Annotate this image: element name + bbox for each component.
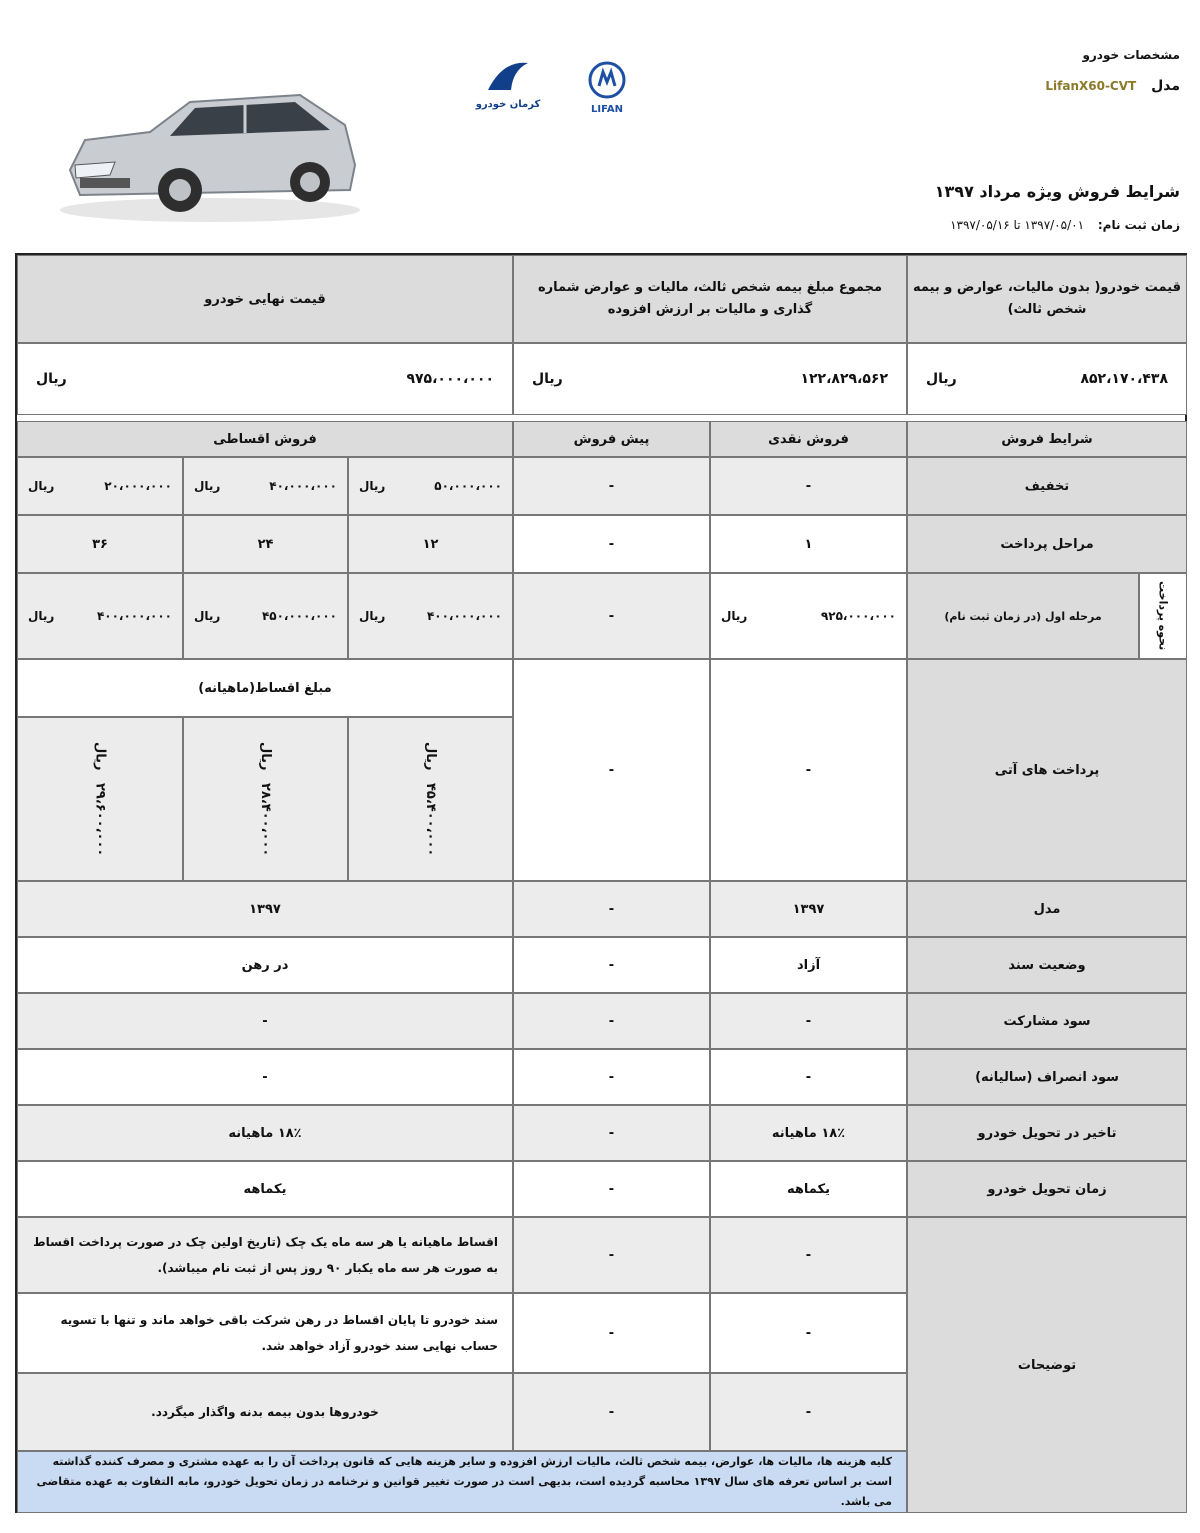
row-label-stages: مراحل پرداخت xyxy=(907,515,1187,573)
row-label-model: مدل xyxy=(907,881,1187,937)
sale-title: شرایط فروش ویژه مرداد ۱۳۹۷ xyxy=(934,182,1180,201)
partnership-cash: - xyxy=(710,993,907,1049)
installment-monthly-amount: ۲۸،۴۰۰،۰۰۰ xyxy=(258,782,273,856)
currency-label: ریال xyxy=(36,371,67,387)
installment-monthly-amount: ۴۵،۴۰۰،۰۰۰ xyxy=(423,782,438,856)
discount-installment-24 xyxy=(183,457,348,515)
footer-legal-note: کلیه هزینه ها، مالیات ها، عوارض، بیمه شخص ثالث، مالیات ارزش افزوده و سایر هزینه هایی که قانون پرداخت آن را به عهده مشتری و مصرف کننده گذاشته است بر اساس تعرفه های سال ۱۳۹۷ محاسبه گردیده است، بدیهی است در صورت تغییر قوانین و نرخنامه در زمان تحویل خودرو، مابه التفاوت به عهده متقاضی می باشد. xyxy=(17,1451,907,1513)
discount-installment-36 xyxy=(17,457,183,515)
price-header-final: قیمت نهایی خودرو xyxy=(17,255,513,343)
first-payment-installment-12 xyxy=(348,573,513,659)
stages-installment-36: ۳۶ xyxy=(17,515,183,573)
delay-presale: - xyxy=(513,1105,710,1161)
delivery-installment: یکماهه xyxy=(17,1161,513,1217)
installment-monthly-amount: ۲۹،۶۰۰،۰۰۰ xyxy=(92,782,108,856)
cancellation-cash: - xyxy=(710,1049,907,1105)
row-label-discount: تخفیف xyxy=(907,457,1187,515)
stages-installment-24: ۲۴ xyxy=(183,515,348,573)
lifan-emblem-icon xyxy=(587,60,627,100)
stages-presale: - xyxy=(513,515,710,573)
currency-label: ریال xyxy=(926,371,957,387)
model-row xyxy=(1045,78,1180,94)
first-payment-installment-36 xyxy=(17,573,183,659)
stages-installment-12: ۱۲ xyxy=(348,515,513,573)
currency-label: ریال xyxy=(359,479,386,493)
currency-label: ریال xyxy=(194,609,221,623)
future-cash: - xyxy=(710,659,907,881)
notes-presale-2: - xyxy=(513,1293,710,1373)
model-installment: ۱۳۹۷ xyxy=(17,881,513,937)
discount-presale: - xyxy=(513,457,710,515)
terms-header-presale: پیش فروش xyxy=(513,421,710,457)
price-value-base xyxy=(907,343,1187,415)
currency-label: ریال xyxy=(194,479,221,493)
terms-header-cash: فروش نقدی xyxy=(710,421,907,457)
stages-cash: ۱ xyxy=(710,515,907,573)
payment-method-group: نحوه پرداخت xyxy=(1139,573,1187,659)
notes-presale-1: - xyxy=(513,1217,710,1293)
sales-terms-table xyxy=(15,253,1187,1513)
lifan-logo xyxy=(572,60,642,120)
model-presale: - xyxy=(513,881,710,937)
discount-cash: - xyxy=(710,457,907,515)
doc-status-presale: - xyxy=(513,937,710,993)
lifan-logo-text: LIFAN xyxy=(591,104,623,115)
partnership-presale: - xyxy=(513,993,710,1049)
kerman-emblem-icon xyxy=(483,55,533,95)
price-final-amount: ۹۷۵،۰۰۰،۰۰۰ xyxy=(406,371,494,387)
note-body-insurance: خودروها بدون بیمه بدنه واگذار میگردد. xyxy=(17,1373,513,1451)
currency-label: ریال xyxy=(258,742,273,771)
first-payment-amount: ۴۰۰،۰۰۰،۰۰۰ xyxy=(426,609,502,623)
cancellation-installment: - xyxy=(17,1049,513,1105)
first-payment-amount: ۴۰۰،۰۰۰،۰۰۰ xyxy=(96,609,172,623)
delay-installment: ۱۸٪ ماهیانه xyxy=(17,1105,513,1161)
currency-label: ریال xyxy=(359,609,386,623)
currency-label: ریال xyxy=(532,371,563,387)
time-row xyxy=(950,218,1180,232)
model-cash: ۱۳۹۷ xyxy=(710,881,907,937)
discount-amount: ۵۰،۰۰۰،۰۰۰ xyxy=(434,479,502,493)
notes-presale-3: - xyxy=(513,1373,710,1451)
first-payment-amount: ۴۵۰،۰۰۰،۰۰۰ xyxy=(261,609,337,623)
note-installment-schedule: اقساط ماهیانه یا هر سه ماه یک چک (تاریخ اولین چک در صورت پرداخت اقساط به صورت هر سه ماه یکبار ۹۰ روز پس از ثبت نام میباشد). xyxy=(17,1217,513,1293)
kerman-logo-text: کرمان خودرو xyxy=(475,99,541,110)
delivery-presale: - xyxy=(513,1161,710,1217)
row-label-first-payment: مرحله اول (در زمان ثبت نام) xyxy=(907,573,1139,659)
row-label-partnership: سود مشارکت xyxy=(907,993,1187,1049)
installment-monthly-12 xyxy=(348,717,513,881)
model-label: مدل xyxy=(1151,78,1180,94)
currency-label: ریال xyxy=(28,609,55,623)
car-image xyxy=(40,70,370,230)
delay-cash: ۱۸٪ ماهیانه xyxy=(710,1105,907,1161)
discount-installment-12 xyxy=(348,457,513,515)
note-document-mortgage: سند خودرو تا پایان اقساط در رهن شرکت باقی خواهد ماند و تنها با تسویه حساب نهایی سند خودرو آزاد خواهد شد. xyxy=(17,1293,513,1373)
installment-amount-label: مبلغ اقساط(ماهیانه) xyxy=(17,659,513,717)
cancellation-presale: - xyxy=(513,1049,710,1105)
kerman-logo xyxy=(468,55,548,120)
specs-title: مشخصات خودرو xyxy=(1082,48,1180,62)
currency-label: ریال xyxy=(28,479,55,493)
notes-cash-3: - xyxy=(710,1373,907,1451)
discount-amount: ۴۰،۰۰۰،۰۰۰ xyxy=(269,479,337,493)
price-header-taxes: مجموع مبلغ بیمه شخص ثالث، مالیات و عوارض شماره گذاری و مالیات بر ارزش افزوده xyxy=(513,255,907,343)
currency-label: ریال xyxy=(721,609,748,623)
model-value: LifanX60-CVT xyxy=(1045,79,1137,93)
first-payment-amount: ۹۲۵،۰۰۰،۰۰۰ xyxy=(820,609,896,623)
row-label-notes: توضیحات xyxy=(907,1217,1187,1513)
row-label-future-payments: پرداخت های آتی xyxy=(907,659,1187,881)
price-value-taxes xyxy=(513,343,907,415)
terms-header-installment: فروش اقساطی xyxy=(17,421,513,457)
row-label-delivery-time: زمان تحویل خودرو xyxy=(907,1161,1187,1217)
price-value-final xyxy=(17,343,513,415)
currency-label: ریال xyxy=(92,742,108,771)
first-payment-presale: - xyxy=(513,573,710,659)
first-payment-cash xyxy=(710,573,907,659)
row-label-doc-status: وضعیت سند xyxy=(907,937,1187,993)
price-header-base: قیمت خودرو( بدون مالیات، عوارض و بیمه شخص ثالث) xyxy=(907,255,1187,343)
notes-cash-1: - xyxy=(710,1217,907,1293)
delivery-cash: یکماهه xyxy=(710,1161,907,1217)
price-taxes-amount: ۱۲۲،۸۲۹،۵۶۲ xyxy=(800,371,888,387)
doc-status-installment: در رهن xyxy=(17,937,513,993)
row-label-delivery-delay: تاخیر در تحویل خودرو xyxy=(907,1105,1187,1161)
time-label: زمان ثبت نام: xyxy=(1097,218,1180,232)
first-payment-installment-24 xyxy=(183,573,348,659)
row-label-cancellation: سود انصراف (سالیانه) xyxy=(907,1049,1187,1105)
suv-car-icon xyxy=(40,70,370,230)
time-value: ۱۳۹۷/۰۵/۰۱ تا ۱۳۹۷/۰۵/۱۶ xyxy=(950,218,1085,232)
partnership-installment: - xyxy=(17,993,513,1049)
installment-monthly-24 xyxy=(183,717,348,881)
discount-amount: ۲۰،۰۰۰،۰۰۰ xyxy=(104,479,172,493)
installment-monthly-36 xyxy=(17,717,183,881)
price-base-amount: ۸۵۲،۱۷۰،۴۳۸ xyxy=(1080,371,1168,387)
terms-header-conditions: شرایط فروش xyxy=(907,421,1187,457)
doc-status-cash: آزاد xyxy=(710,937,907,993)
notes-cash-2: - xyxy=(710,1293,907,1373)
future-presale: - xyxy=(513,659,710,881)
currency-label: ریال xyxy=(423,742,438,771)
